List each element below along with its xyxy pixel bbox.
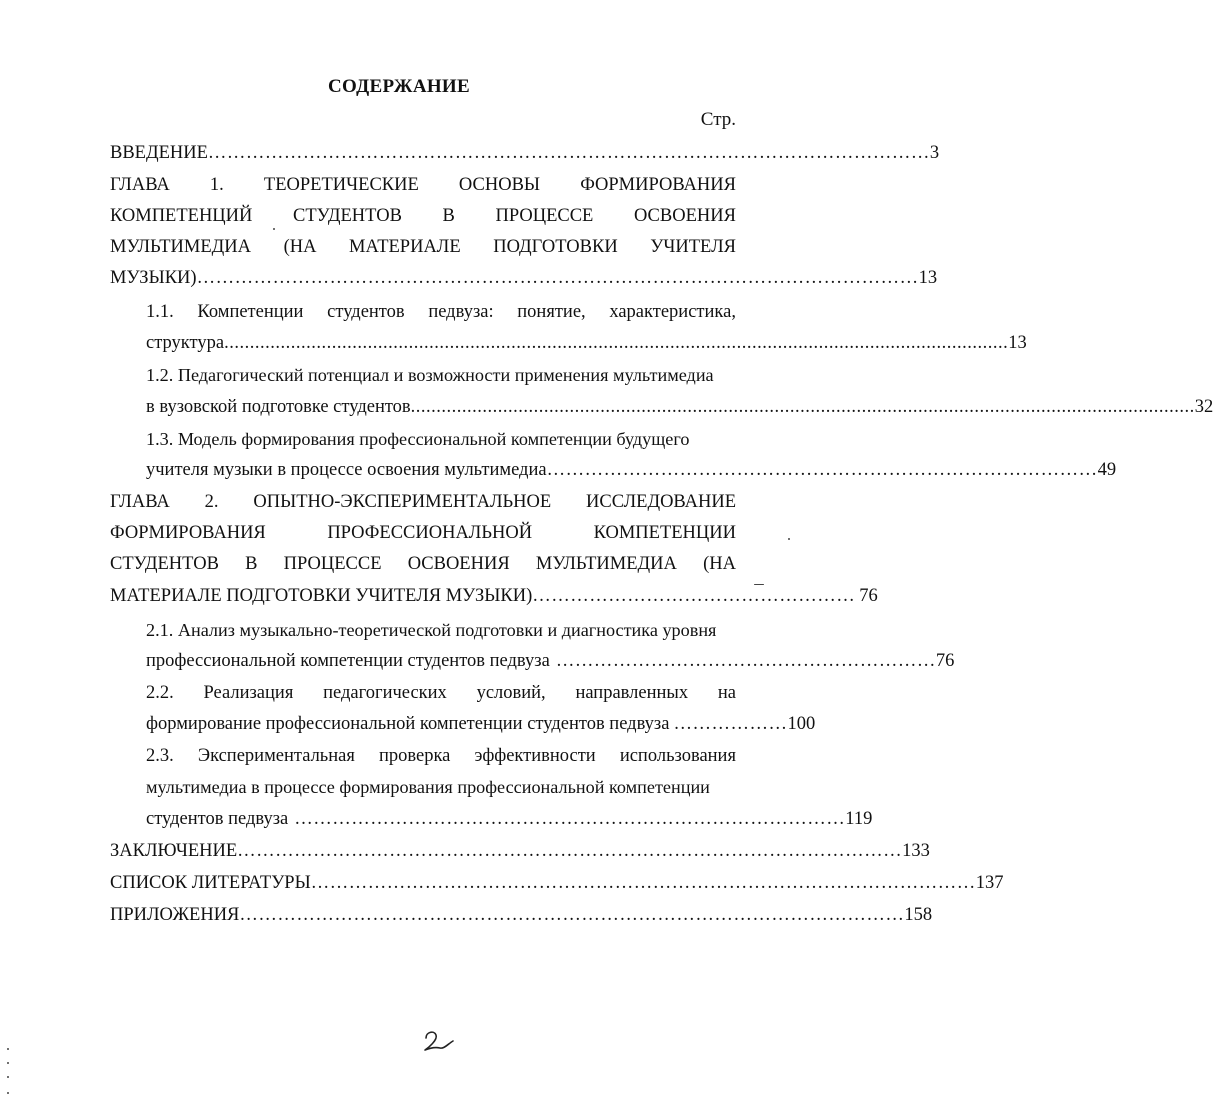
- section-word: 1.1.: [146, 302, 174, 322]
- heading-word: В: [442, 206, 455, 226]
- toc-entry-text: профессиональной компетенции студентов педвуза: [146, 651, 550, 671]
- heading-word: ПРОФЕССИОНАЛЬНОЙ: [327, 523, 533, 543]
- heading-word: ОСВОЕНИЯ: [633, 206, 736, 226]
- chapter1-heading-line2[interactable]: [110, 205, 736, 227]
- heading-word: ФОРМИРОВАНИЯ: [110, 523, 266, 543]
- toc-entry-text: МАТЕРИАЛЕ ПОДГОТОВКИ УЧИТЕЛЯ МУЗЫКИ): [110, 586, 533, 606]
- toc-entry-page: 3: [929, 143, 940, 163]
- toc-entry-page: 49: [1097, 460, 1117, 480]
- leader-dots: ……………………………………………………………………………………………………: [207, 143, 930, 163]
- section-word: Реализация: [203, 683, 294, 703]
- section-word: студентов: [327, 302, 405, 322]
- heading-word: ТЕОРЕТИЧЕСКИЕ: [263, 175, 419, 195]
- section-word: проверка: [378, 746, 451, 766]
- leader-dots: ……………………………………………………: [555, 651, 936, 671]
- heading-word: УЧИТЕЛЯ: [650, 237, 736, 257]
- page-column-label: Стр.: [700, 109, 736, 130]
- leader-dots: ……………………………………………: [532, 586, 856, 606]
- section-word: условий,: [476, 683, 546, 703]
- toc-entry-appendices[interactable]: [110, 904, 933, 926]
- heading-word: ПРОЦЕССЕ: [495, 206, 594, 226]
- heading-word: ГЛАВА: [110, 175, 170, 195]
- section-2-2-line1[interactable]: [146, 682, 736, 704]
- chapter2-heading-line4[interactable]: [110, 585, 878, 607]
- chapter1-heading-line1[interactable]: [110, 174, 736, 196]
- toc-entry-page: 119: [845, 809, 873, 829]
- heading-word: ИССЛЕДОВАНИЕ: [586, 492, 736, 512]
- section-word: понятие,: [517, 302, 586, 322]
- heading-word: ПОДГОТОВКИ: [493, 237, 618, 257]
- toc-entry-conclusion[interactable]: [110, 840, 930, 862]
- toc-entry-text: структура: [146, 333, 225, 353]
- chapter2-heading-line2[interactable]: [110, 522, 736, 544]
- heading-word: ГЛАВА: [110, 492, 170, 512]
- toc-entry-text: ПРИЛОЖЕНИЯ: [110, 905, 240, 925]
- heading-word: КОМПЕТЕНЦИИ: [593, 523, 736, 543]
- leader-dots: ……………………………………………………………………………………………: [310, 873, 976, 893]
- scan-speck: [7, 1076, 9, 1078]
- heading-word: СТУДЕНТОВ: [110, 554, 219, 574]
- toc-entry-page: 158: [904, 905, 933, 925]
- toc-entry-text: МУЗЫКИ): [110, 268, 197, 288]
- section-1-3-line2[interactable]: [146, 459, 1117, 481]
- scan-speck: [7, 1062, 9, 1064]
- section-word: Компетенции: [197, 302, 304, 322]
- toc-entry-text: ЗАКЛЮЧЕНИЕ: [110, 841, 238, 861]
- chapter1-heading-line4[interactable]: [110, 267, 938, 289]
- toc-entry-text: формирование профессиональной компетенции студентов педвуза: [146, 714, 670, 734]
- section-2-2-line2[interactable]: [146, 713, 816, 735]
- toc-title: СОДЕРЖАНИЕ: [328, 76, 470, 97]
- section-word: 2.3.: [146, 746, 174, 766]
- toc-entry-page: 137: [975, 873, 1004, 893]
- heading-word: ОСВОЕНИЯ: [407, 554, 510, 574]
- heading-word: 1.: [209, 175, 224, 195]
- scan-speck: [7, 1092, 9, 1094]
- toc-entry-text: ВВЕДЕНИЕ: [110, 143, 208, 163]
- toc-entry-page: 133: [902, 841, 930, 861]
- section-word: характеристика,: [609, 302, 736, 322]
- section-word: Экспериментальная: [197, 746, 355, 766]
- leader-dots: ……………………………………………………………………………………………: [239, 905, 905, 925]
- leader-dots: .........................................................................................................................................................: [224, 333, 1009, 353]
- chapter2-heading-line1[interactable]: [110, 491, 736, 513]
- section-1-1-line1[interactable]: [146, 301, 736, 323]
- section-word: направленных: [575, 683, 689, 703]
- scan-speck: [754, 584, 764, 585]
- section-word: 2.2.: [146, 683, 174, 703]
- toc-entry-page: 100: [787, 714, 816, 734]
- toc-entry-text: учителя музыки в процессе освоения мультимедиа: [146, 460, 547, 480]
- scan-speck: [788, 538, 790, 540]
- toc-entry-text: студентов педвуза: [146, 809, 289, 829]
- section-1-1-line2[interactable]: [146, 332, 1027, 354]
- leader-dots: ……………………………………………………………………………………………………: [196, 268, 919, 288]
- heading-word: КОМПЕТЕНЦИЙ: [110, 206, 253, 226]
- heading-word: ФОРМИРОВАНИЯ: [580, 175, 736, 195]
- handwritten-page-number: [420, 1028, 460, 1054]
- toc-entry-text: СПИСОК ЛИТЕРАТУРЫ: [110, 873, 311, 893]
- section-2-1-line2[interactable]: [146, 650, 955, 672]
- heading-word: (НА: [283, 237, 317, 257]
- section-word: на: [717, 683, 736, 703]
- heading-word: (НА: [703, 554, 736, 574]
- heading-word: ОПЫТНО-ЭКСПЕРИМЕНТАЛЬНОЕ: [253, 492, 552, 512]
- section-2-3-line2[interactable]: мультимедиа в процессе формирования профессиональной компетенции: [146, 777, 710, 797]
- section-word: использования: [619, 746, 736, 766]
- heading-word: МУЛЬТИМЕДИА: [535, 554, 677, 574]
- section-2-3-line3[interactable]: [146, 808, 873, 830]
- toc-entry-references[interactable]: [110, 872, 1004, 894]
- leader-dots: ……………………………………………………………………………………………: [237, 841, 903, 861]
- toc-entry-page: 13: [1008, 333, 1027, 353]
- heading-word: СТУДЕНТОВ: [293, 206, 402, 226]
- section-word: педагогических: [323, 683, 447, 703]
- toc-entry-text: в вузовской подготовке студентов: [146, 397, 411, 417]
- leader-dots: ………………: [673, 714, 788, 734]
- leader-dots: ……………………………………………………………………………: [546, 460, 1098, 480]
- heading-word: 2.: [204, 492, 219, 512]
- toc-entry-page: 13: [918, 268, 938, 288]
- scan-speck: [7, 1048, 9, 1050]
- section-1-2-line2[interactable]: [146, 396, 1213, 418]
- chapter2-heading-line3[interactable]: [110, 553, 736, 575]
- section-1-2-line1[interactable]: 1.2. Педагогический потенциал и возможности применения мультимедиа: [146, 365, 714, 385]
- chapter1-heading-line3[interactable]: [110, 236, 736, 258]
- section-2-3-line1[interactable]: [146, 745, 736, 767]
- section-word: педвуза:: [428, 302, 494, 322]
- toc-entry-intro[interactable]: [110, 142, 940, 164]
- heading-word: ОСНОВЫ: [458, 175, 541, 195]
- section-2-1-line1[interactable]: 2.1. Анализ музыкально-теоретической подготовки и диагностика уровня: [146, 620, 717, 640]
- heading-word: МАТЕРИАЛЕ: [349, 237, 461, 257]
- section-word: эффективности: [474, 746, 596, 766]
- heading-word: МУЛЬТИМЕДИА: [110, 237, 251, 257]
- toc-entry-page: 32: [1194, 397, 1213, 417]
- leader-dots: ……………………………………………………………………………: [294, 809, 846, 829]
- toc-entry-page: 76: [935, 651, 955, 671]
- scan-speck: [273, 228, 275, 230]
- toc-entry-page: 76: [859, 586, 878, 606]
- heading-word: ПРОЦЕССЕ: [283, 554, 382, 574]
- heading-word: В: [245, 554, 258, 574]
- leader-dots: .........................................................................................................................................................: [410, 397, 1195, 417]
- section-1-3-line1[interactable]: 1.3. Модель формирования профессиональной компетенции будущего: [146, 429, 690, 449]
